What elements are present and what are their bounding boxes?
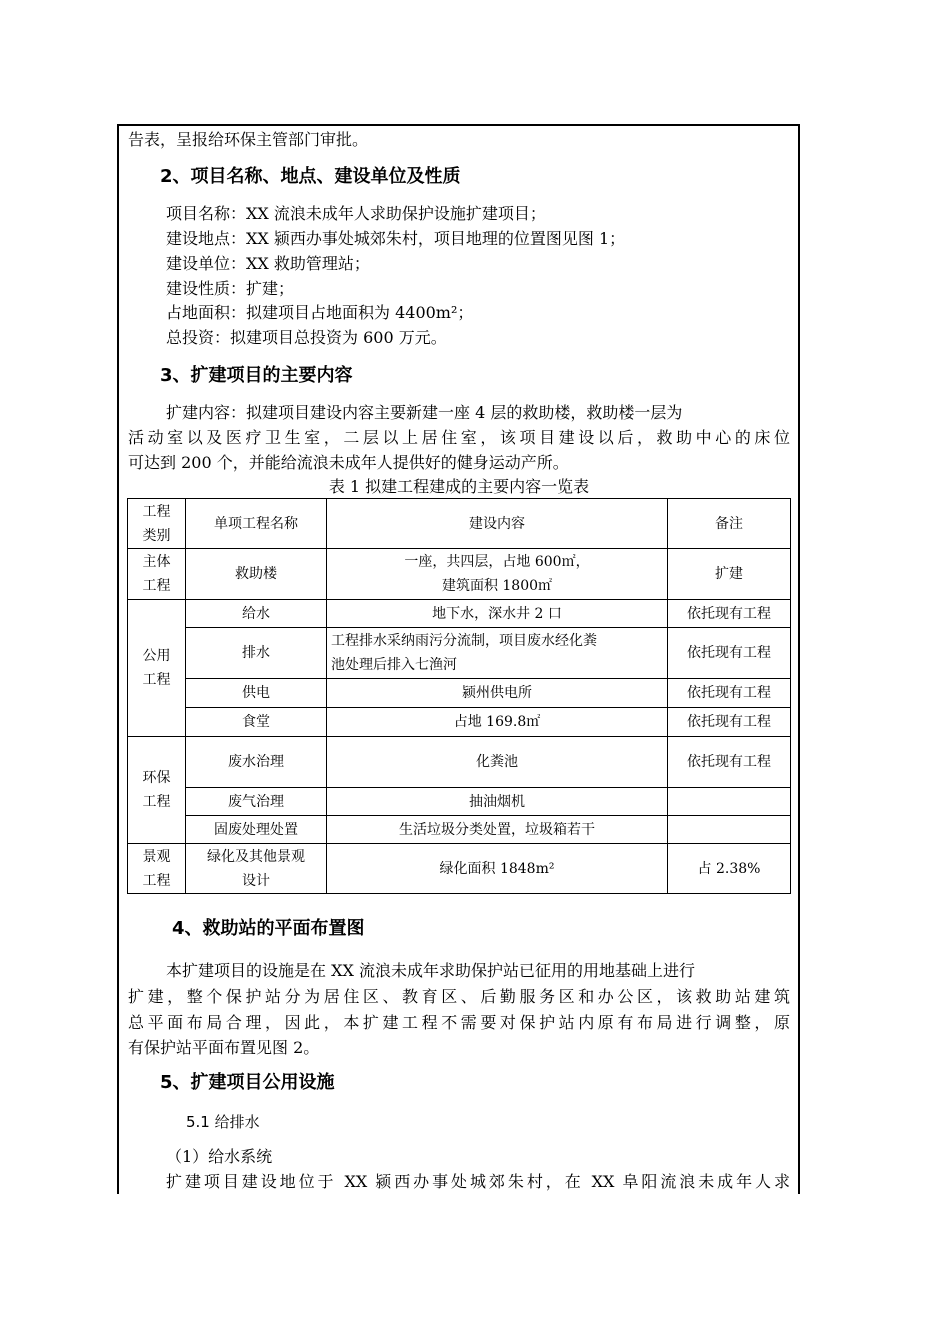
item-name: 排水 <box>186 628 327 679</box>
intro-line: 告表，呈报给环保主管部门审批。 <box>128 130 369 149</box>
group-landscape: 景观 工程 <box>128 844 186 894</box>
investment-line: 总投资：拟建项目总投资为 600 万元。 <box>166 328 447 347</box>
section-3-heading: 3、扩建项目的主要内容 <box>160 365 353 386</box>
item-name: 给水 <box>186 600 327 628</box>
item-name: 食堂 <box>186 708 327 737</box>
section-4-para-line: 扩建，整个保护站分为居住区、教育区、后勤服务区和办公区，该救助站建筑 <box>128 987 790 1006</box>
item-name: 废气治理 <box>186 788 327 816</box>
item-content: 绿化面积 1848m² <box>327 844 668 894</box>
project-content-table <box>127 498 791 894</box>
subsection-5-1-heading: 5.1 给排水 <box>186 1113 260 1131</box>
water-supply-item: （1）给水系统 <box>166 1147 273 1166</box>
table-row <box>128 628 791 679</box>
item-content: 颍州供电所 <box>327 679 668 708</box>
table-row <box>128 844 791 894</box>
group-env: 环保 工程 <box>128 737 186 844</box>
area-line: 占地面积：拟建项目占地面积为 4400m²； <box>166 303 474 322</box>
item-note: 占 2.38% <box>668 844 791 894</box>
item-note <box>668 816 791 844</box>
table-row <box>128 600 791 628</box>
table-row <box>128 549 791 600</box>
item-note: 依托现有工程 <box>668 600 791 628</box>
table-caption: 表 1 拟建工程建成的主要内容一览表 <box>328 477 590 496</box>
header-content: 建设内容 <box>327 499 668 549</box>
section-3-para-line: 扩建内容：拟建项目建设内容主要新建一座 4 层的救助楼，救助楼一层为 <box>166 403 683 422</box>
section-4-para-line: 有保护站平面布置见图 2。 <box>128 1038 320 1057</box>
group-main: 主体 工程 <box>128 549 186 600</box>
location-line: 建设地点：XX 颍西办事处城郊朱村，项目地理的位置图见图 1； <box>166 229 626 248</box>
item-content: 抽油烟机 <box>327 788 668 816</box>
section-2-heading: 2、项目名称、地点、建设单位及性质 <box>160 166 461 187</box>
table-row <box>128 708 791 737</box>
item-content: 工程排水采纳雨污分流制，项目废水经化粪 池处理后排入七渔河 <box>327 628 668 679</box>
table-header-row <box>128 499 791 549</box>
item-note: 依托现有工程 <box>668 708 791 737</box>
item-content: 生活垃圾分类处置，垃圾箱若干 <box>327 816 668 844</box>
water-supply-line: 扩建项目建设地位于 XX 颍西办事处城郊朱村，在 XX 阜阳流浪未成年人求 <box>166 1172 790 1191</box>
item-content: 化粪池 <box>327 737 668 788</box>
section-4-para-line: 总平面布局合理，因此，本扩建工程不需要对保护站内原有布局进行调整，原 <box>128 1013 790 1032</box>
section-3-para-line: 活动室以及医疗卫生室，二层以上居住室，该项目建设以后，救助中心的床位 <box>128 428 790 447</box>
item-note: 扩建 <box>668 549 791 600</box>
item-note <box>668 788 791 816</box>
item-note: 依托现有工程 <box>668 628 791 679</box>
table-row <box>128 816 791 844</box>
section-4-heading: 4、救助站的平面布置图 <box>172 918 365 939</box>
unit-line: 建设单位：XX 救助管理站； <box>166 254 370 273</box>
item-note: 依托现有工程 <box>668 737 791 788</box>
item-content: 地下水，深水井 2 口 <box>327 600 668 628</box>
item-name: 废水治理 <box>186 737 327 788</box>
table-row <box>128 788 791 816</box>
section-5-heading: 5、扩建项目公用设施 <box>160 1072 335 1093</box>
item-name: 救助楼 <box>186 549 327 600</box>
header-note: 备注 <box>668 499 791 549</box>
item-note: 依托现有工程 <box>668 679 791 708</box>
item-name: 绿化及其他景观 设计 <box>186 844 327 894</box>
project-name-line: 项目名称：XX 流浪未成年人求助保护设施扩建项目； <box>166 204 546 223</box>
table-row <box>128 679 791 708</box>
section-3-para-line: 可达到 200 个，并能给流浪未成年人提供好的健身运动产所。 <box>128 453 569 472</box>
table-row <box>128 737 791 788</box>
header-item: 单项工程名称 <box>186 499 327 549</box>
group-public: 公用 工程 <box>128 600 186 737</box>
item-content: 一座，共四层，占地 600㎡， 建筑面积 1800㎡ <box>327 549 668 600</box>
item-name: 供电 <box>186 679 327 708</box>
item-name: 固废处理处置 <box>186 816 327 844</box>
item-content: 占地 169.8㎡ <box>327 708 668 737</box>
header-category: 工程 类别 <box>128 499 186 549</box>
section-4-para-line: 本扩建项目的设施是在 XX 流浪未成年求助保护站已征用的用地基础上进行 <box>166 961 695 980</box>
nature-line: 建设性质：扩建； <box>166 279 295 298</box>
